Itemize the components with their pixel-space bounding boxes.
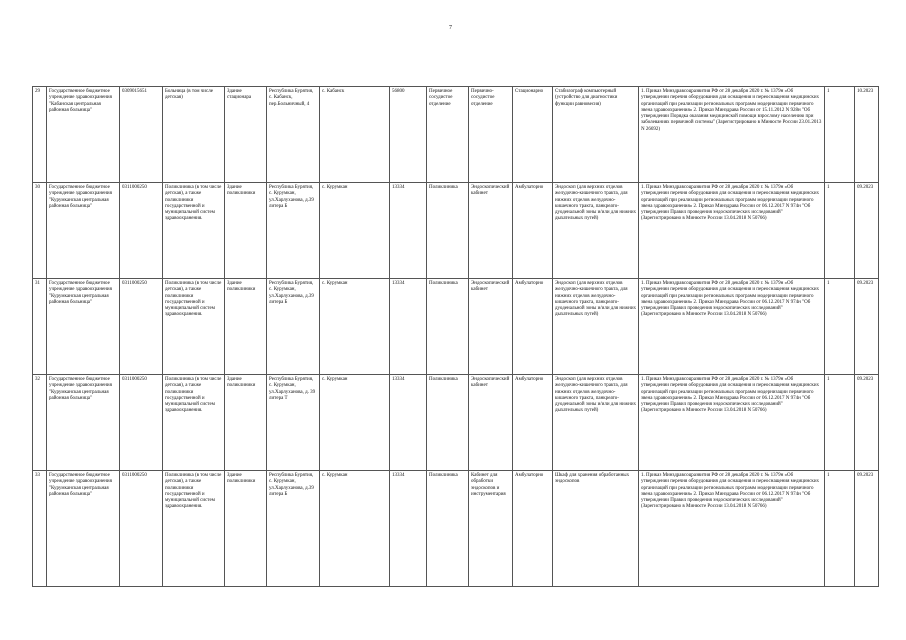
care-form: Стационарно	[513, 87, 553, 183]
row-number: 31	[33, 279, 47, 375]
delivery-date: 09.2023	[855, 279, 879, 375]
department-type: Поликлиника	[427, 375, 469, 471]
legal-basis: 1. Приказ Минздравсоцразвития РФ от 28 декабря 2020 г. № 1379н «Об утверждении перечня оборудования для оснащения и переоснащения медицинских организаций при реализации региональных программ модернизации первичного звена здравоохранения» 2. Приказ Минздрава России от 15.11.2012 N 928н "Об утверждении Порядка оказания медицинской помощи взрослому населению при заболеваниях первичной системы" (Зарегистрировано в Минюсте России 23.01.2013 N 26692)	[639, 87, 825, 183]
table-row	[33, 279, 879, 375]
address: Республика Бурятия, с. Курумкан, ул.Харлуханова, д.39 литера Б	[267, 279, 320, 375]
legal-basis: 1. Приказ Минздравсоцразвития РФ от 28 декабря 2020 г. № 1379н «Об утверждении перечня оборудования для оснащения и переоснащения медицинских организаций при реализации региональных программ модернизации первичного звена здравоохранения» 2. Приказ Минздрава России от 06.12.2017 N 974н "Об утверждении Правил проведения эндоскопических исследований" (Зарегистрировано в Минюсте России 13.04.2018 N 50766)	[639, 375, 825, 471]
row-number: 30	[33, 183, 47, 279]
subdivision-type: Больница (в том числе детская)	[163, 87, 225, 183]
department-type: Поликлиника	[427, 279, 469, 375]
building-name: Здание поликлиники	[225, 471, 267, 587]
legal-basis: 1. Приказ Минздравсоцразвития РФ от 28 декабря 2020 г. № 1379н «Об утверждении перечня оборудования для оснащения и переоснащения медицинских организаций при реализации региональных программ модернизации первичного звена здравоохранения» 2. Приказ Минздрава России от 06.12.2017 N 974н "Об утверждении Правил проведения эндоскопических исследований" (Зарегистрировано в Минюсте России 13.04.2018 N 50766)	[639, 183, 825, 279]
organization-code: 0311000250	[120, 471, 163, 587]
department-name: Эндоскопический кабинет	[469, 375, 513, 471]
equipment-name: Стабилограф компьютерный (устройство для диагностики функции равновесия)	[553, 87, 639, 183]
care-form: Амбулаторно	[513, 471, 553, 587]
address: Республика Бурятия, с. Курумкан, ул.Харлуханова, д.39 литера Б	[267, 183, 320, 279]
building-name: Здание стационара	[225, 87, 267, 183]
row-number: 32	[33, 375, 47, 471]
quantity: 1	[825, 471, 855, 587]
population: 13334	[390, 279, 427, 375]
equipment-table	[32, 86, 879, 587]
delivery-date: 09.2023	[855, 183, 879, 279]
organization-name: Государственное бюджетное учреждение здравоохранения "Курумканская центральная районная больница"	[47, 471, 120, 587]
department-type: Поликлиника	[427, 471, 469, 587]
organization-code: 0311000250	[120, 279, 163, 375]
subdivision-type: Поликлиника (в том числе детская), а также поликлиники государственной и муниципальной систем здравоохранения.	[163, 471, 225, 587]
department-name: Кабинет для обработки эндоскопов и инструментария	[469, 471, 513, 587]
organization-code: 0311000250	[120, 375, 163, 471]
organization-code: 0309015651	[120, 87, 163, 183]
locality: с. Курумкан	[320, 375, 390, 471]
department-name: Первично-сосудистое отделение	[469, 87, 513, 183]
delivery-date: 09.2023	[855, 471, 879, 587]
locality: с. Курумкан	[320, 471, 390, 587]
quantity: 1	[825, 87, 855, 183]
locality: с. Курумкан	[320, 183, 390, 279]
table-row	[33, 183, 879, 279]
locality: с. Курумкан	[320, 279, 390, 375]
department-name: Эндоскопический кабинет	[469, 279, 513, 375]
equipment-name: Эндоскоп (для верхних отделов желудочно-кишечного тракта, для нижних отделов желудочно-кишечного тракта, панкреато-дуоденальной зоны и/или для нижних дыхательных путей)	[553, 279, 639, 375]
row-number: 33	[33, 471, 47, 587]
address: Республика Бурятия, с. Курумкан, ул.Харлуханова, д. 39 литера Т	[267, 375, 320, 471]
page-number: 7	[449, 25, 452, 31]
subdivision-type: Поликлиника (в том числе детская), а также поликлиники государственной и муниципальной систем здравоохранения.	[163, 279, 225, 375]
quantity: 1	[825, 375, 855, 471]
locality: с. Кабанск	[320, 87, 390, 183]
department-type: Первичное сосудистое отделение	[427, 87, 469, 183]
population: 13334	[390, 471, 427, 587]
population: 56800	[390, 87, 427, 183]
building-name: Здание поликлиники	[225, 375, 267, 471]
table-row	[33, 471, 879, 587]
equipment-name: Шкаф для хранения обработанных эндоскопов	[553, 471, 639, 587]
row-number: 29	[33, 87, 47, 183]
legal-basis: 1. Приказ Минздравсоцразвития РФ от 28 декабря 2020 г. № 1379н «Об утверждении перечня оборудования для оснащения и переоснащения медицинских организаций при реализации региональных программ модернизации первичного звена здравоохранения» 2. Приказ Минздрава России от 06.12.2017 N 974н "Об утверждении Правил проведения эндоскопических исследований" (Зарегистрировано в Минюсте России 13.04.2018 N 50766)	[639, 471, 825, 587]
department-type: Поликлиника	[427, 183, 469, 279]
care-form: Амбулаторно	[513, 183, 553, 279]
quantity: 1	[825, 279, 855, 375]
subdivision-type: Поликлиника (в том числе детская), а также поликлиники государственной и муниципальной систем здравоохранения.	[163, 375, 225, 471]
address: Республика Бурятия, с. Курумкан, ул.Харлуханова, д.39 литера Б	[267, 471, 320, 587]
organization-code: 0311000250	[120, 183, 163, 279]
subdivision-type: Поликлиника (в том числе детская), а также поликлиники государственной и муниципальной систем здравоохранения.	[163, 183, 225, 279]
quantity: 1	[825, 183, 855, 279]
delivery-date: 09.2023	[855, 375, 879, 471]
legal-basis: 1. Приказ Минздравсоцразвития РФ от 28 декабря 2020 г. № 1379н «Об утверждении перечня оборудования для оснащения и переоснащения медицинских организаций при реализации региональных программ модернизации первичного звена здравоохранения» 2. Приказ Минздрава России от 06.12.2017 N 974н "Об утверждении Правил проведения эндоскопических исследований" (Зарегистрировано в Минюсте России 13.04.2018 N 50766)	[639, 279, 825, 375]
population: 13334	[390, 375, 427, 471]
organization-name: Государственное бюджетное учреждение здравоохранения "Курумканская центральная районная больница"	[47, 183, 120, 279]
population: 13334	[390, 183, 427, 279]
care-form: Амбулаторно	[513, 375, 553, 471]
equipment-name: Эндоскоп (для верхних отделов желудочно-кишечного тракта, для нижних отделов желудочно-кишечного тракта, панкреато-дуоденальной зоны и/или для нижних дыхательных путей)	[553, 183, 639, 279]
organization-name: Государственное бюджетное учреждение здравоохранения "Кабанская центральная районная больница"	[47, 87, 120, 183]
organization-name: Государственное бюджетное учреждение здравоохранения "Курумканская центральная районная больница"	[47, 279, 120, 375]
table-body	[33, 87, 879, 587]
equipment-name: Эндоскоп (для верхних отделов желудочно-кишечного тракта, для нижних отделов желудочно-кишечного тракта, панкреато-дуоденальной зоны и/или для нижних дыхательных путей)	[553, 375, 639, 471]
building-name: Здание поликлиники	[225, 183, 267, 279]
address: Республика Бурятия, с. Кабанск, пер.Больничный, 4	[267, 87, 320, 183]
delivery-date: 10.2023	[855, 87, 879, 183]
table-row	[33, 87, 879, 183]
care-form: Амбулаторно	[513, 279, 553, 375]
department-name: Эндоскопический кабинет	[469, 183, 513, 279]
organization-name: Государственное бюджетное учреждение здравоохранения "Курумканская центральная районная больница"	[47, 375, 120, 471]
table-row	[33, 375, 879, 471]
building-name: Здание поликлиники	[225, 279, 267, 375]
